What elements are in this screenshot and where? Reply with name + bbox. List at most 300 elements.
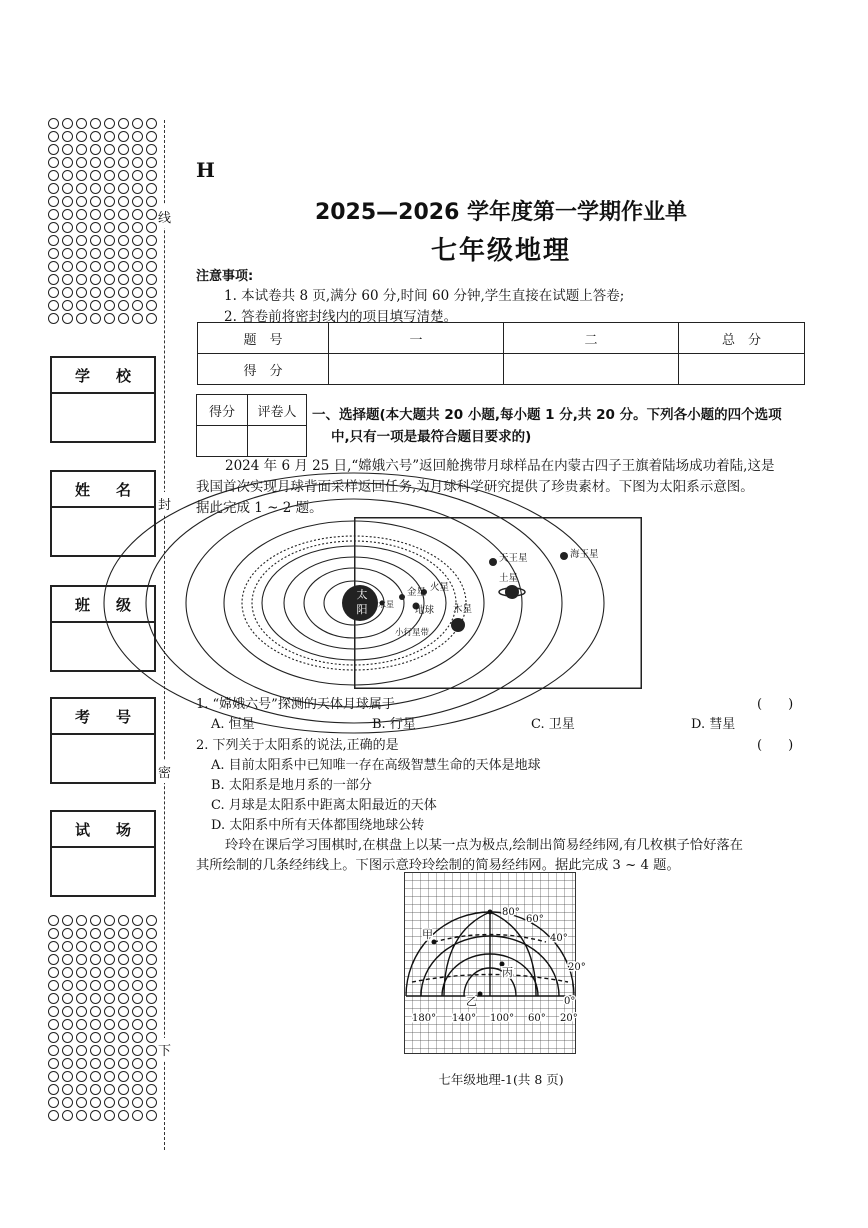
q1-option-a[interactable]: A. 恒星 — [211, 717, 255, 732]
binding-dot — [48, 954, 59, 965]
binding-dot — [118, 157, 129, 168]
binding-dot — [62, 993, 73, 1004]
binding-dot — [104, 157, 115, 168]
binding-dot — [104, 261, 115, 272]
binding-dot — [76, 144, 87, 155]
binding-dot — [48, 313, 59, 324]
binding-dot — [62, 131, 73, 142]
binding-dot — [132, 300, 143, 311]
field-label-a: 学 — [74, 366, 90, 385]
binding-dot — [104, 144, 115, 155]
binding-dot — [104, 1084, 115, 1095]
jupiter-label: 木星 — [453, 604, 473, 615]
binding-dot — [62, 287, 73, 298]
binding-dot — [132, 1084, 143, 1095]
binding-dot — [76, 261, 87, 272]
binding-dot — [90, 1097, 101, 1108]
asteroid-belt-label: 小行星带 — [395, 628, 430, 638]
sun-label-a: 太 — [356, 588, 368, 601]
binding-dot — [48, 274, 59, 285]
binding-dot — [146, 941, 157, 952]
binding-dot — [62, 915, 73, 926]
binding-dot — [146, 1084, 157, 1095]
saturn-label: 土星 — [499, 573, 519, 584]
binding-dot — [104, 993, 115, 1004]
binding-dot — [76, 941, 87, 952]
binding-dot — [48, 928, 59, 939]
binding-dot — [90, 1045, 101, 1056]
binding-dot — [90, 980, 101, 991]
binding-dot — [132, 287, 143, 298]
binding-dot — [90, 144, 101, 155]
uranus-icon — [489, 558, 497, 566]
binding-dot — [146, 274, 157, 285]
binding-dot — [132, 1110, 143, 1121]
binding-dot — [90, 1058, 101, 1069]
binding-dot — [118, 967, 129, 978]
binding-dot — [104, 967, 115, 978]
score-table — [197, 322, 805, 385]
binding-dot — [146, 170, 157, 181]
field-label-a: 班 — [74, 595, 90, 614]
field-label-b: 号 — [115, 707, 131, 726]
binding-dot — [76, 915, 87, 926]
binding-dot — [104, 1006, 115, 1017]
binding-dot — [48, 1032, 59, 1043]
binding-dot — [90, 287, 101, 298]
binding-dot — [90, 157, 101, 168]
binding-dot — [90, 1110, 101, 1121]
binding-dot — [90, 170, 101, 181]
binding-dot — [62, 196, 73, 207]
binding-dot — [90, 928, 101, 939]
binding-dot — [118, 118, 129, 129]
binding-dot — [146, 144, 157, 155]
venus-icon — [399, 594, 405, 600]
exam-room-input-area[interactable] — [52, 848, 154, 895]
binding-dot — [48, 915, 59, 926]
binding-dot — [48, 235, 59, 246]
section1-title-cont: 中,只有一项是最符合题目要求的) — [331, 429, 532, 445]
page-title: 2025—2026 学年度第一学期作业单 — [314, 200, 688, 225]
binding-dot — [118, 1019, 129, 1030]
binding-dot — [90, 1032, 101, 1043]
binding-dot — [48, 222, 59, 233]
binding-dot — [76, 183, 87, 194]
binding-dot — [76, 1006, 87, 1017]
lon-label-180: 180° — [412, 1013, 437, 1024]
binding-dot — [104, 1058, 115, 1069]
binding-dot — [62, 967, 73, 978]
binding-dot — [62, 1071, 73, 1082]
seal-line — [164, 120, 165, 1150]
binding-dot — [118, 980, 129, 991]
seal-char-secret: 密 — [158, 760, 171, 783]
binding-dot — [48, 261, 59, 272]
binding-dot — [104, 980, 115, 991]
binding-dot — [90, 954, 101, 965]
lat-label-60: 60° — [526, 914, 544, 925]
binding-dot — [104, 235, 115, 246]
binding-dot — [146, 157, 157, 168]
binding-dot — [146, 1097, 157, 1108]
binding-dot — [104, 941, 115, 952]
score-header-cell: 总 分 — [679, 323, 805, 354]
binding-dot — [76, 980, 87, 991]
binding-dot — [118, 300, 129, 311]
binding-dot — [104, 1110, 115, 1121]
binding-dot — [104, 209, 115, 220]
school-input-area[interactable] — [52, 394, 154, 441]
binding-dot — [118, 1071, 129, 1082]
binding-dot — [146, 183, 157, 194]
passage1-line2: 我国首次实现月球背面采样返回任务,为月球科学研究提供了珍贵素材。下图为太阳系示意图。 — [196, 479, 754, 495]
field-label-b: 级 — [115, 595, 131, 614]
binding-dot — [90, 1019, 101, 1030]
binding-dot — [76, 1097, 87, 1108]
binding-dot — [62, 1058, 73, 1069]
lon-label-60: 60° — [528, 1013, 546, 1024]
binding-dot — [132, 993, 143, 1004]
binding-dot — [146, 980, 157, 991]
binding-dot — [90, 274, 101, 285]
binding-dot — [90, 261, 101, 272]
binding-dot — [118, 144, 129, 155]
binding-dot — [90, 915, 101, 926]
page-letter: H — [196, 158, 215, 182]
binding-dot — [76, 1019, 87, 1030]
name-input-area[interactable] — [52, 508, 154, 555]
binding-dot — [90, 209, 101, 220]
section1-title: 一、选择题(本大题共 20 小题,每小题 1 分,共 20 分。下列各小题的四个选项 — [312, 407, 782, 423]
binding-dot — [62, 1045, 73, 1056]
binding-dot — [76, 967, 87, 978]
lat-label-40: 40° — [550, 933, 568, 944]
binding-dot — [146, 1058, 157, 1069]
binding-dot — [48, 1019, 59, 1030]
binding-dot — [62, 144, 73, 155]
binding-dot — [118, 183, 129, 194]
binding-dot — [62, 222, 73, 233]
binding-dot — [62, 300, 73, 311]
binding-dot — [132, 1058, 143, 1069]
binding-dot — [118, 1045, 129, 1056]
binding-dot — [48, 118, 59, 129]
grader-name-label: 评卷人 — [248, 395, 307, 426]
binding-dot — [118, 1110, 129, 1121]
decorative-dot-pattern-top — [48, 118, 164, 325]
binding-dot — [104, 131, 115, 142]
binding-dot — [146, 1032, 157, 1043]
binding-dot — [76, 1032, 87, 1043]
binding-dot — [48, 1097, 59, 1108]
passage1-line1: 2024 年 6 月 25 日,“嫦娥六号”返回舱携带月球样品在内蒙古四子王旗着陆场成功着陆,这是 — [225, 458, 775, 474]
field-name — [50, 470, 156, 557]
solar-system-diagram — [354, 517, 642, 689]
binding-dot — [76, 1058, 87, 1069]
binding-dot — [118, 222, 129, 233]
binding-dot — [48, 967, 59, 978]
sun-label-b: 阳 — [356, 603, 368, 616]
binding-dot — [132, 1071, 143, 1082]
passage2-line1: 玲玲在课后学习围棋时,在棋盘上以某一点为极点,绘制出简易经纬网,有几枚棋子恰好落在 — [225, 838, 743, 853]
binding-dot — [146, 118, 157, 129]
binding-dot — [132, 967, 143, 978]
binding-dot — [118, 287, 129, 298]
grader-name-cell[interactable] — [248, 426, 307, 457]
binding-dot — [62, 980, 73, 991]
grader-score-cell[interactable] — [197, 426, 248, 457]
binding-dot — [146, 954, 157, 965]
binding-dot — [118, 274, 129, 285]
binding-dot — [132, 928, 143, 939]
binding-dot — [90, 248, 101, 259]
binding-dot — [62, 1006, 73, 1017]
binding-dot — [132, 170, 143, 181]
q2-option-a[interactable]: A. 目前太阳系中已知唯一存在高级智慧生命的天体是地球 — [211, 758, 541, 773]
binding-dot — [132, 941, 143, 952]
binding-dot — [90, 967, 101, 978]
binding-dot — [146, 915, 157, 926]
score-cell[interactable] — [504, 354, 679, 385]
binding-dot — [90, 941, 101, 952]
binding-dot — [104, 1071, 115, 1082]
field-school — [50, 356, 156, 443]
lon-label-100: 100° — [490, 1013, 515, 1024]
binding-dot — [132, 131, 143, 142]
score-header-cell: 二 — [504, 323, 679, 354]
binding-dot — [76, 1110, 87, 1121]
binding-dot — [76, 222, 87, 233]
neptune-icon — [560, 552, 568, 560]
binding-dot — [90, 1084, 101, 1095]
q1-option-b[interactable]: B. 行星 — [372, 717, 416, 732]
q2-option-d[interactable]: D. 太阳系中所有天体都围绕地球公转 — [211, 818, 425, 833]
binding-dot — [90, 235, 101, 246]
binding-dot — [146, 967, 157, 978]
binding-dot — [146, 287, 157, 298]
binding-dot — [132, 183, 143, 194]
binding-dot — [48, 144, 59, 155]
binding-dot — [132, 915, 143, 926]
field-exam-room — [50, 810, 156, 897]
q2-answer-bracket[interactable]: ( ) — [757, 738, 794, 753]
binding-dot — [48, 196, 59, 207]
lat-label-0: 0° — [564, 996, 576, 1007]
binding-dot — [90, 1071, 101, 1082]
seal-char-seal: 封 — [158, 492, 171, 515]
binding-dot — [62, 157, 73, 168]
binding-dot — [132, 1032, 143, 1043]
jupiter-icon — [451, 618, 465, 632]
binding-dot — [90, 1006, 101, 1017]
mercury-label: 水星 — [378, 600, 394, 609]
binding-dot — [132, 1019, 143, 1030]
field-label-a: 姓 — [74, 480, 90, 499]
binding-dot — [104, 1019, 115, 1030]
point-yi: 乙 — [466, 995, 477, 1008]
binding-dot — [90, 300, 101, 311]
binding-dot — [76, 157, 87, 168]
binding-dot — [48, 1084, 59, 1095]
subject-title: 七年级地理 — [430, 236, 571, 266]
binding-dot — [118, 248, 129, 259]
binding-dot — [118, 928, 129, 939]
binding-dot — [146, 313, 157, 324]
binding-dot — [76, 313, 87, 324]
q2-option-c[interactable]: C. 月球是太阳系中距离太阳最近的天体 — [211, 798, 437, 813]
binding-dot — [132, 313, 143, 324]
binding-dot — [146, 1006, 157, 1017]
binding-dot — [132, 980, 143, 991]
binding-dot — [132, 1045, 143, 1056]
binding-dot — [76, 274, 87, 285]
page-footer: 七年级地理-1(共 8 页) — [438, 1072, 564, 1087]
field-label-a: 考 — [74, 707, 90, 726]
field-label-a: 试 — [74, 820, 90, 839]
binding-dot — [146, 196, 157, 207]
binding-dot — [62, 313, 73, 324]
binding-dot — [118, 235, 129, 246]
score-cell[interactable] — [329, 354, 504, 385]
binding-dot — [48, 1110, 59, 1121]
binding-dot — [104, 196, 115, 207]
binding-dot — [76, 235, 87, 246]
class-input-area[interactable] — [52, 623, 154, 670]
lon-label-20: 20° — [560, 1013, 578, 1024]
binding-dot — [48, 287, 59, 298]
neptune-label: 海王星 — [570, 549, 599, 560]
lat-label-20: 20° — [568, 962, 586, 973]
score-row-label: 得 分 — [198, 354, 329, 385]
binding-dot — [146, 300, 157, 311]
binding-dot — [118, 941, 129, 952]
binding-dot — [118, 131, 129, 142]
binding-dot — [62, 274, 73, 285]
binding-dot — [76, 1045, 87, 1056]
binding-dot — [118, 261, 129, 272]
score-header-cell: 题 号 — [198, 323, 329, 354]
binding-dot — [76, 248, 87, 259]
lat-label-80: 80° — [502, 907, 520, 918]
binding-dot — [76, 196, 87, 207]
score-cell[interactable] — [679, 354, 805, 385]
q1-option-d[interactable]: D. 彗星 — [691, 717, 736, 732]
binding-dot — [76, 287, 87, 298]
binding-dot — [90, 118, 101, 129]
field-class — [50, 585, 156, 672]
lon-label-140: 140° — [452, 1013, 477, 1024]
binding-dot — [76, 118, 87, 129]
earth-label: 地球 — [415, 605, 435, 616]
field-label-b: 场 — [115, 820, 131, 839]
binding-dot — [132, 222, 143, 233]
binding-dot — [62, 261, 73, 272]
binding-dot — [118, 1084, 129, 1095]
binding-dot — [76, 170, 87, 181]
binding-dot — [146, 993, 157, 1004]
binding-dot — [62, 941, 73, 952]
passage1-line3: 据此完成 1 ~ 2 题。 — [196, 500, 323, 516]
binding-dot — [104, 313, 115, 324]
binding-dot — [118, 993, 129, 1004]
binding-dot — [48, 300, 59, 311]
binding-dot — [104, 1045, 115, 1056]
binding-dot — [104, 1097, 115, 1108]
q2-option-b[interactable]: B. 太阳系是地月系的一部分 — [211, 778, 372, 793]
binding-dot — [48, 170, 59, 181]
graticule-diagram — [404, 872, 586, 1054]
seal-char-below: 下 — [158, 1038, 171, 1061]
binding-dot — [146, 209, 157, 220]
binding-dot — [104, 287, 115, 298]
binding-dot — [104, 300, 115, 311]
binding-dot — [48, 1071, 59, 1082]
binding-dot — [90, 313, 101, 324]
binding-dot — [76, 1071, 87, 1082]
field-label-b: 名 — [115, 480, 131, 499]
binding-dot — [62, 1097, 73, 1108]
binding-dot — [62, 235, 73, 246]
binding-dot — [48, 993, 59, 1004]
point-jia: 甲 — [422, 928, 433, 941]
binding-dot — [132, 1006, 143, 1017]
binding-dot — [132, 261, 143, 272]
binding-dot — [132, 954, 143, 965]
binding-dot — [76, 1084, 87, 1095]
q1-stem: 1. “嫦娥六号”探测的天体月球属于 — [196, 697, 395, 712]
grader-score-label: 得分 — [197, 395, 248, 426]
exam-number-input-area[interactable] — [52, 735, 154, 782]
binding-dot — [146, 222, 157, 233]
q1-answer-bracket[interactable]: ( ) — [757, 697, 794, 712]
binding-dot — [104, 170, 115, 181]
binding-dot — [90, 183, 101, 194]
binding-dot — [146, 1019, 157, 1030]
q2-stem: 2. 下列关于太阳系的说法,正确的是 — [196, 738, 399, 753]
notes-heading: 注意事项: — [196, 269, 254, 284]
binding-dot — [118, 1097, 129, 1108]
binding-dot — [48, 980, 59, 991]
binding-dot — [76, 131, 87, 142]
binding-dot — [132, 144, 143, 155]
point-bing: 丙 — [502, 966, 513, 979]
binding-dot — [62, 170, 73, 181]
uranus-label: 天王星 — [499, 553, 528, 564]
binding-dot — [104, 118, 115, 129]
binding-dot — [62, 209, 73, 220]
binding-dot — [118, 196, 129, 207]
binding-dot — [104, 222, 115, 233]
q1-option-c[interactable]: C. 卫星 — [531, 717, 575, 732]
binding-dot — [62, 1110, 73, 1121]
binding-dot — [118, 1058, 129, 1069]
binding-dot — [118, 209, 129, 220]
note-item-1: 1. 本试卷共 8 页,满分 60 分,时间 60 分钟,学生直接在试题上答卷; — [224, 288, 625, 304]
binding-dot — [104, 954, 115, 965]
binding-dot — [62, 928, 73, 939]
binding-dot — [132, 248, 143, 259]
binding-dot — [76, 954, 87, 965]
binding-dot — [118, 1032, 129, 1043]
binding-dot — [146, 1110, 157, 1121]
binding-dot — [132, 235, 143, 246]
score-header-cell: 一 — [329, 323, 504, 354]
seal-char-line: 线 — [158, 205, 171, 228]
field-exam-number — [50, 697, 156, 784]
binding-dot — [104, 183, 115, 194]
decorative-dot-pattern-bottom — [48, 915, 164, 1122]
